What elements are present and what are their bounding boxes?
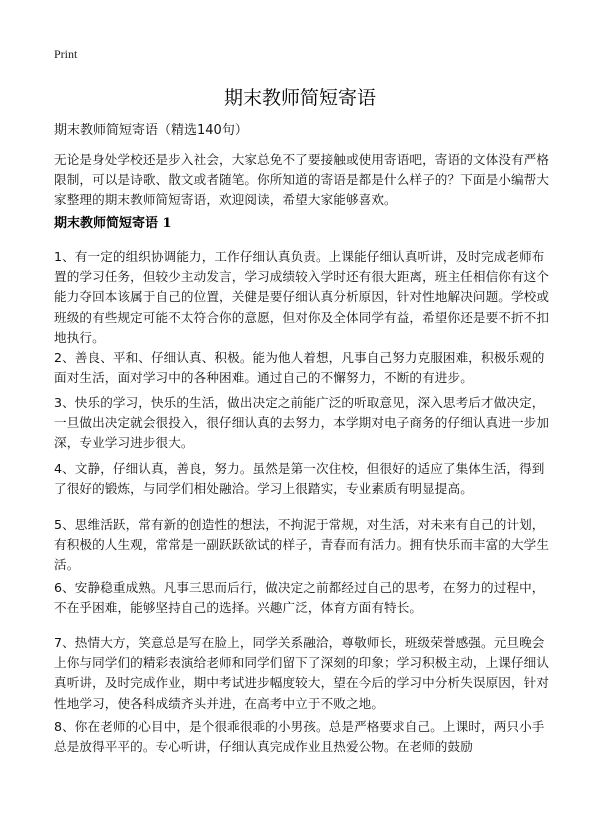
list-item: 3、快乐的学习，快乐的生活，做出决定之前能广泛的听取意见，深入思考后才做决定，一旦做出决定就会很投入，很仔细认真的去努力，本学期对电子商务的仔细认真进一步加深，专业学习进步很大。: [54, 395, 550, 451]
list-item: 6、安静稳重成熟。凡事三思而后行，做决定之前都经过自己的思考，在努力的过程中，不在乎困难，能够坚持自己的选择。兴趣广泛，体育方面有特长。: [54, 580, 545, 616]
print-label: Print: [54, 47, 78, 61]
list-item: 5、思维活跃，常有新的创造性的想法，不拘泥于常规，对生活，对未来有自己的计划，有积极的人生观，常常是一副跃跃欲试的样子，青春而有活力。拥有快乐而丰富的大学生活。: [54, 517, 550, 573]
list-item: 2、善良、平和、仔细认真、积极。能为他人着想，凡事自己努力克服困难，积极乐观的面对生活，面对学习中的各种困难。通过自己的不懈努力，不断的有进步。: [54, 350, 545, 386]
list-item: 7、热情大方，笑意总是写在脸上，同学关系融洽，尊敬师长，班级荣誉感强。元旦晚会上你与同学们的精彩表演给老师和同学们留下了深刻的印象；学习积极主动，上课仔细认真听讲，及时完成作业，期中考试进步幅度较大，望在今后的学习中分析失误原因，针对性地学习，使各科成绩齐头并进，在高考中立于不败之地。: [54, 635, 550, 711]
intro-paragraph: 无论是身处学校还是步入社会，大家总免不了要接触或使用寄语吧，寄语的文体没有严格限制，可以是诗歌、散文或者随笔。你所知道的寄语是都是什么样子的？下面是小编帮大家整理的期末教师简短寄语，欢迎阅读，希望大家能够喜欢。: [54, 152, 550, 208]
list-item: 4、文静，仔细认真，善良，努力。虽然是第一次住校，但很好的适应了集体生活，得到了很好的锻炼，与同学们相处融洽。学习上很踏实，专业素质有明显提高。: [54, 461, 545, 497]
document-subtitle: 期末教师简短寄语（精选140句）: [54, 123, 248, 138]
page-title: 期末教师简短寄语: [223, 87, 376, 109]
list-item: 8、你在老师的心目中，是个很乖很乖的小男孩。总是严格要求自己。上课时，两只小手总是放得平平的。专心听讲，仔细认真完成作业且热爱公物。在老师的鼓励: [54, 719, 545, 755]
list-item: 1、有一定的组织协调能力，工作仔细认真负责。上课能仔细认真听讲，及时完成老师布置的学习任务，但较少主动发言，学习成绩较入学时还有很大距离，班主任相信你有这个能力夺回本该属于自己的位置，关健是要仔细认真分析原因，针对性地解决问题。学校或班级的有些规定可能不太符合你的意愿，但对你及全体同学有益，希望你还是要不折不扣地执行。: [54, 249, 550, 345]
section-heading: 期末教师简短寄语 1: [54, 216, 172, 231]
